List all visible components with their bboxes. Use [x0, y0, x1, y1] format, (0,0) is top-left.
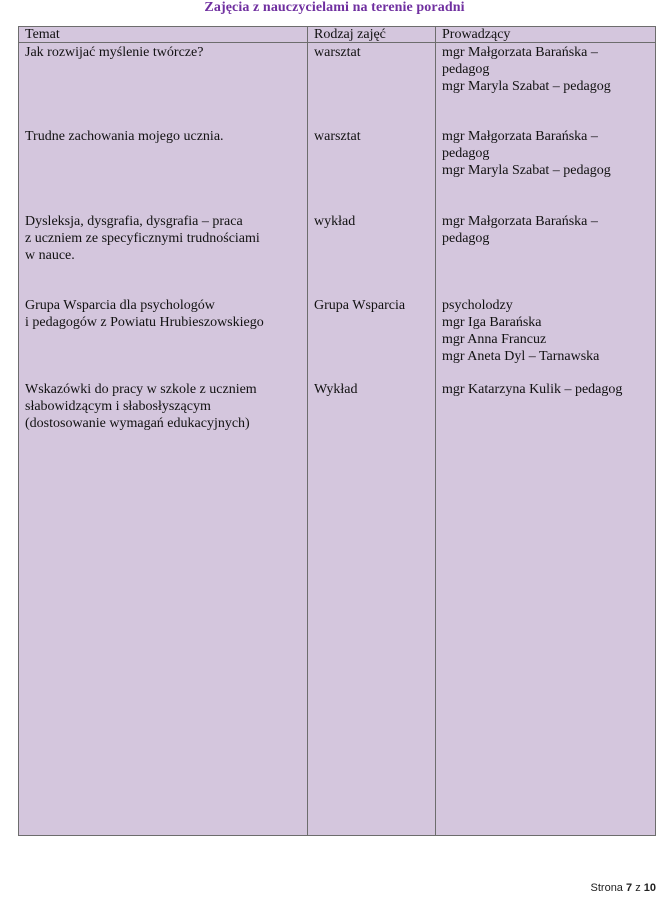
page-number-footer — [591, 882, 656, 894]
footer-of: z — [635, 882, 641, 894]
cell-temat: Wskazówki do pracy w szkole z uczniem słabowidzącym i słabosłyszącym (dostosowanie wymagań edukacyjnych) — [25, 382, 257, 431]
cell-prowadzacy: mgr Katarzyna Kulik – pedagog — [442, 382, 623, 397]
schedule-table — [18, 26, 656, 836]
cell-rodzaj: warsztat — [314, 45, 361, 60]
page-title: Zajęcia z nauczycielami na terenie poradni — [204, 0, 465, 15]
cell-temat: Grupa Wsparcia dla psychologów i pedagogów z Powiatu Hrubieszowskiego — [25, 298, 264, 330]
cell-prowadzacy: mgr Małgorzata Barańska – pedagog — [442, 214, 598, 246]
cell-temat: Dysleksja, dysgrafia, dysgrafia – praca z uczniem ze specyficznymi trudnościami w nauce. — [25, 214, 260, 263]
cell-temat: Trudne zachowania mojego ucznia. — [25, 129, 224, 144]
footer-total: 10 — [643, 882, 656, 894]
header-temat: Temat — [25, 27, 60, 42]
cell-rodzaj: Grupa Wsparcia — [314, 298, 406, 313]
cell-rodzaj: warsztat — [314, 129, 361, 144]
cell-prowadzacy: mgr Małgorzata Barańska – pedagog mgr Maryla Szabat – pedagog — [442, 45, 611, 94]
cell-temat: Jak rozwijać myślenie twórcze? — [25, 45, 204, 60]
cell-rodzaj: Wykład — [314, 382, 358, 397]
footer-page: 7 — [626, 882, 633, 894]
column-divider — [307, 27, 308, 835]
cell-rodzaj: wykład — [314, 214, 356, 229]
table-header-row — [19, 27, 655, 43]
footer-label: Strona — [590, 882, 623, 894]
header-prowadzacy: Prowadzący — [442, 27, 511, 42]
header-rodzaj: Rodzaj zajęć — [314, 27, 386, 42]
cell-prowadzacy: mgr Małgorzata Barańska – pedagog mgr Maryla Szabat – pedagog — [442, 129, 611, 178]
cell-prowadzacy: psycholodzy mgr Iga Barańska mgr Anna Francuz mgr Aneta Dyl – Tarnawska — [442, 298, 600, 364]
column-divider — [435, 27, 436, 835]
